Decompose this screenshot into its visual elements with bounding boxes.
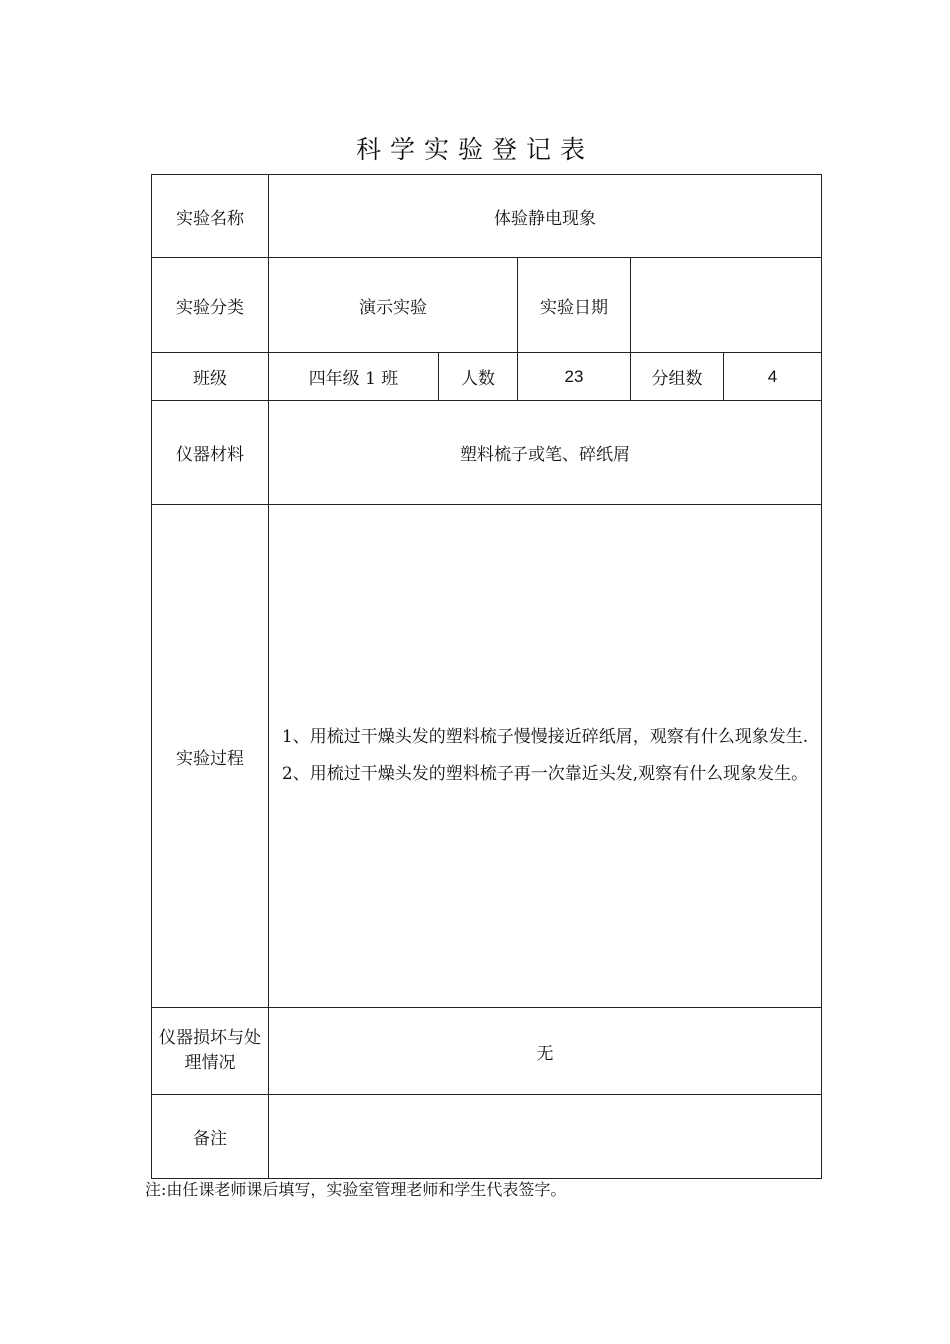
- experiment-name-value: 体验静电现象: [269, 175, 822, 258]
- category-value: 演示实验: [269, 258, 518, 353]
- registration-table: [151, 174, 822, 1179]
- row-remarks: [152, 1095, 822, 1179]
- footnote: 注:由任课老师课后填写，实验室管理老师和学生代表签字。: [145, 1180, 567, 1199]
- materials-label: 仪器材料: [152, 401, 269, 505]
- row-damage: [152, 1008, 822, 1095]
- process-step: 1、用梳过干燥头发的塑料梳子慢慢接近碎纸屑，观察有什么现象发生.: [281, 727, 809, 747]
- class-value: 四年级 1 班: [269, 353, 439, 401]
- remarks-label: 备注: [152, 1095, 269, 1179]
- category-label: 实验分类: [152, 258, 269, 353]
- row-experiment-name: [152, 175, 822, 258]
- date-label: 实验日期: [518, 258, 631, 353]
- page-title: 科学实验登记表: [355, 135, 594, 164]
- remarks-value: [269, 1095, 822, 1179]
- class-label: 班级: [152, 353, 269, 401]
- row-process: [152, 505, 822, 1008]
- count-value: 23: [518, 353, 631, 401]
- date-value: [631, 258, 822, 353]
- groups-value: 4: [724, 353, 822, 401]
- damage-value: 无: [269, 1008, 822, 1095]
- groups-label: 分组数: [631, 353, 724, 401]
- row-materials: [152, 401, 822, 505]
- row-class-info: [152, 353, 822, 401]
- materials-value: 塑料梳子或笔、碎纸屑: [269, 401, 822, 505]
- process-label: 实验过程: [152, 505, 269, 1008]
- experiment-name-label: 实验名称: [152, 175, 269, 258]
- process-step: 2、用梳过干燥头发的塑料梳子再一次靠近头发,观察有什么现象发生。: [281, 764, 809, 784]
- process-content: [269, 505, 822, 1008]
- count-label: 人数: [439, 353, 518, 401]
- damage-label: 仪器损坏与处理情况: [152, 1008, 269, 1095]
- row-category-date: [152, 258, 822, 353]
